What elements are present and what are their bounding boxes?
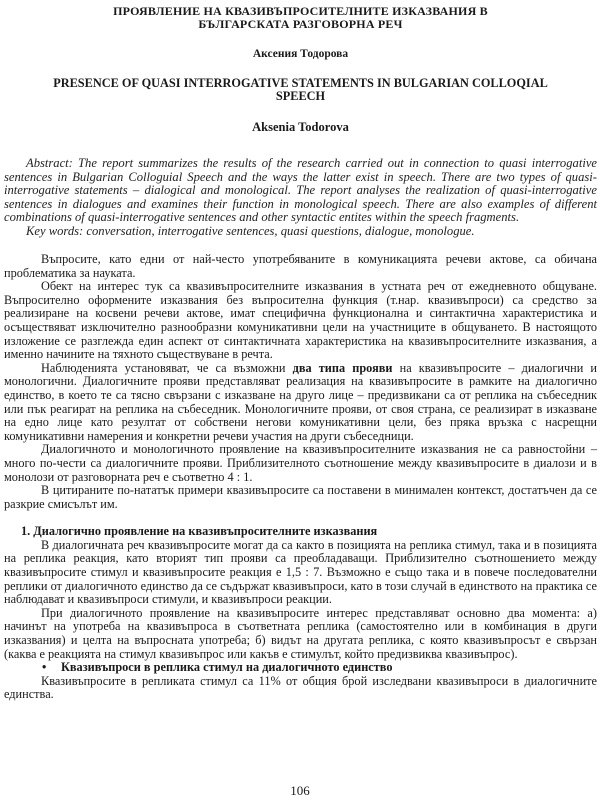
bullet-text: Квазивъпроси в реплика стимул на диалогичното единство [61,660,393,675]
title-en-line-2: SPEECH [275,89,326,103]
paragraph-6: В диалогичната реч квазивъпросите могат да са както в позицията на реплика стимул, така и в позицията на реплика реакция, като вторият тип прояви са преобладаващи. Приблизително съотношението между квазивъпросите стимул и квазивъпросите реакция е 1,5 : 7. Възможно е също така и в повече последователни реплики от диалогичното единство да се съдържат квазивъпроси, като в този случай в единството на практика се наблюдават и квазивъпроси стимули, и квазивъпроси реакции. [4,537,597,607]
paragraph-4: Диалогичното и монологичното проявление на квазивъпросителните изказвания не са равностойни – много по-чести са диалогичните прояви. Приблизителното съотношение между квазивъпросите в диалози и в монолози от разговорната реч е съответно 4 : 1. [4,442,597,484]
bullet-item [4,661,597,675]
paragraph-2: Обект на интерес тук са квазивъпросителните изказвания в устната реч от ежедневното общуване. Въпросително оформените изказвания без въпросителна функция (т.нар. квазивъпроси) са средство за реализиране на косвени речеви актове, имат специфична функционална и синтактична характеристика и осъществяват изключително разнообразни комуникативни цели на участниците в общуването. В настоящото изложение се разглежда един аспект от синтактичната характеристика на квазивъпросителните изказвания, а именно начините на тяхното съществуване в речта. [4,279,597,362]
title-en-line-1: PRESENCE OF QUASI INTERROGATIVE STATEMENTS IN BULGARIAN COLLOQIAL [53,76,548,90]
keywords: Key words: conversation, interrogative sentences, quasi questions, dialogue, monologue. [26,223,475,238]
document-page [4,0,597,702]
page-number: 106 [290,783,310,798]
title-english [4,77,597,103]
bullet-icon: • [42,660,47,675]
author-english: Aksenia Todorova [252,120,349,134]
paragraph-8: Квазивъпросите в репликата стимул са 11% от общия брой изследвани квазивъпроси в диалогичните единства. [4,673,597,702]
title-bg-line-2: БЪЛГАРСКАТА РАЗГОВОРНА РЕЧ [198,17,403,31]
abstract-text: Abstract: The report summarizes the results of the research carried out in connection to quasi interrogative sentences in Bulgarian Colloguial Speech and the ways the latter exist in speech. There are two types of quasi-interrogative statements – dialogical and monological. The report analyses the realization of quasi-interrogative sentences in dialogues and examines their function in monological speech. There are also examples of different combinations of quasi-interrogative sentences and other syntactic entites within the speech fragments. [4,156,597,224]
title-bg-line-1: ПРОЯВЛЕНИЕ НА КВАЗИВЪПРОСИТЕЛНИТЕ ИЗКАЗВАНИЯ В [113,4,488,18]
section-heading-1: 1. Диалогично проявление на квазивъпросителните изказвания [21,524,378,539]
paragraph-3 [4,362,597,444]
body-text [4,253,597,702]
author-bulgarian: Аксения Тодорова [252,48,349,60]
paragraph-3-start: Наблюденията установяват, че са възможни [41,360,293,375]
paragraph-1: Въпросите, като едни от най-често употребяваните в комуникацията речеви актове, са обичана проблематика за науката. [4,252,597,280]
title-bulgarian [4,5,597,31]
emphasis-two-types: два типа прояви [292,360,393,375]
abstract [4,157,597,238]
paragraph-5: В цитираните по-нататък примери квазивъпросите са поставени в минимален контекст, достатъчен да се разкрие смисълът им. [4,483,597,511]
paragraph-7: При диалогичното проявление на квазивъпросите интерес представляват основно два момента: а) начинът на употреба на квазивъпроса в съответната реплика (самостоятелно или в комбинация в други изказвания) и целта на въпросната употреба; б) видът на другата реплика, с която квазивъпросът е свързан (каква е реакцията на стимул квазивъпрос или какъв е стимулът, който предизвиква квазивъпрос). [4,605,597,661]
paragraph-3-end: на квазивъпросите – диалогични и монологични. Диалогичните прояви представляват реализация на квазивъпросите в рамките на диалогично единство, в което те са тясно свързани с изказване на друго лице – предизвикани са от реплика на събеседник или пък реагират на реплика на събеседник. Монологичните прояви, от своя страна, се реализират в изказване на едно лице като резултат от собствени негови комуникативни цели, без пряка връзка с насрещни комуникативни намерения и конкретни речеви участия на други събеседници. [4,360,597,443]
